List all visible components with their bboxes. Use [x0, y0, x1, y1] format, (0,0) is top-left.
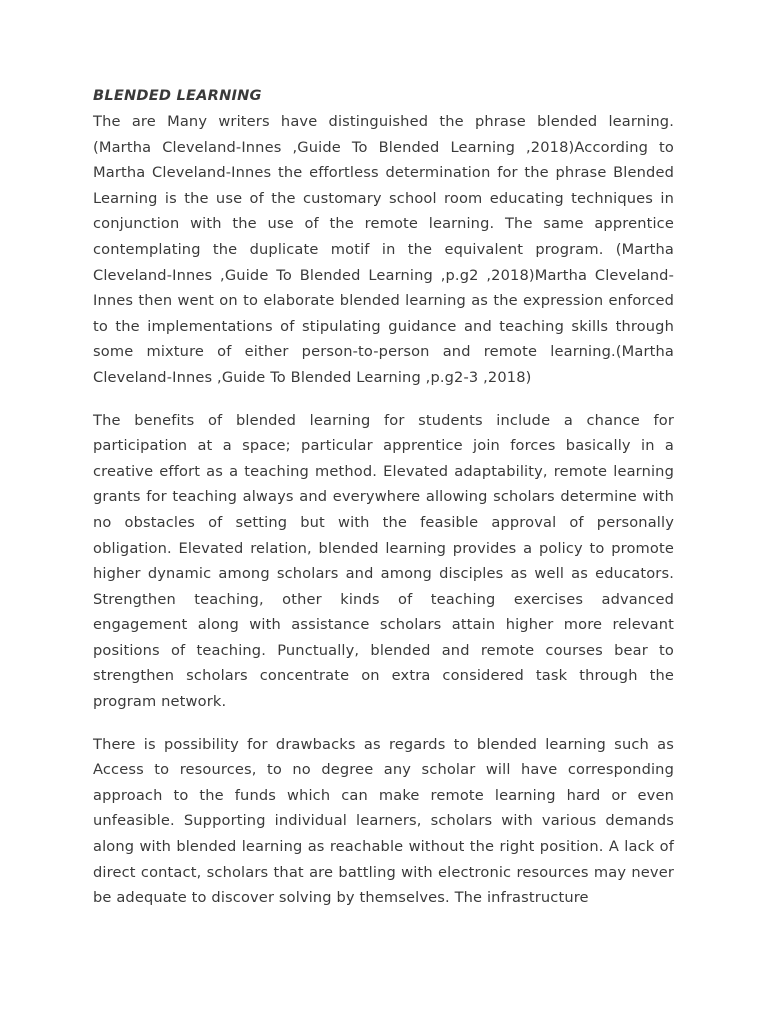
paragraph-definition: The are Many writers have distinguished the phrase blended learning. (Martha Cleveland-Innes ,Guide To Blended Learning ,2018)According to Martha Cleveland-Innes the effortless determination for the phrase Blended Learning is the use of the customary school room educating techniques in conjunction with the use of the remote learning. The same apprentice contemplating the duplicate motif in the equivalent program. (Martha Cleveland-Innes ,Guide To Blended Learning ,p.g2 ,2018)Martha Cleveland-Innes then went on to elaborate blended learning as the expression enforced to the implementations of stipulating guidance and teaching skills through some mixture of either person-to-person and remote learning.(Martha Cleveland-Innes ,Guide To Blended Learning ,p.g2-3 ,2018) [93, 113, 674, 386]
document-body [93, 86, 674, 928]
paragraph-benefits: The benefits of blended learning for students include a chance for participation at a space; particular apprentice join forces basically in a creative effort as a teaching method. Elevated adaptability, remote learning grants for teaching always and everywhere allowing scholars determine with no obstacles of setting but with the feasible approval of personally obligation. Elevated relation, blended learning provides a policy to promote higher dynamic among scholars and among disciples as well as educators. Strengthen teaching, other kinds of teaching exercises advanced engagement along with assistance scholars attain higher more relevant positions of teaching. Punctually, blended and remote courses bear to strengthen scholars concentrate on extra considered task through the program network. [93, 411, 674, 711]
document-title: BLENDED LEARNING [93, 87, 262, 104]
paragraph-drawbacks: There is possibility for drawbacks as regards to blended learning such as Access to resources, to no degree any scholar will have corresponding approach to the funds which can make remote learning hard or even unfeasible. Supporting individual learners, scholars with various demands along with blended learning as reachable without the right position. A lack of direct contact, scholars that are battling with electronic resources may never be adequate to discover solving by themselves. The infrastructure [93, 735, 674, 907]
